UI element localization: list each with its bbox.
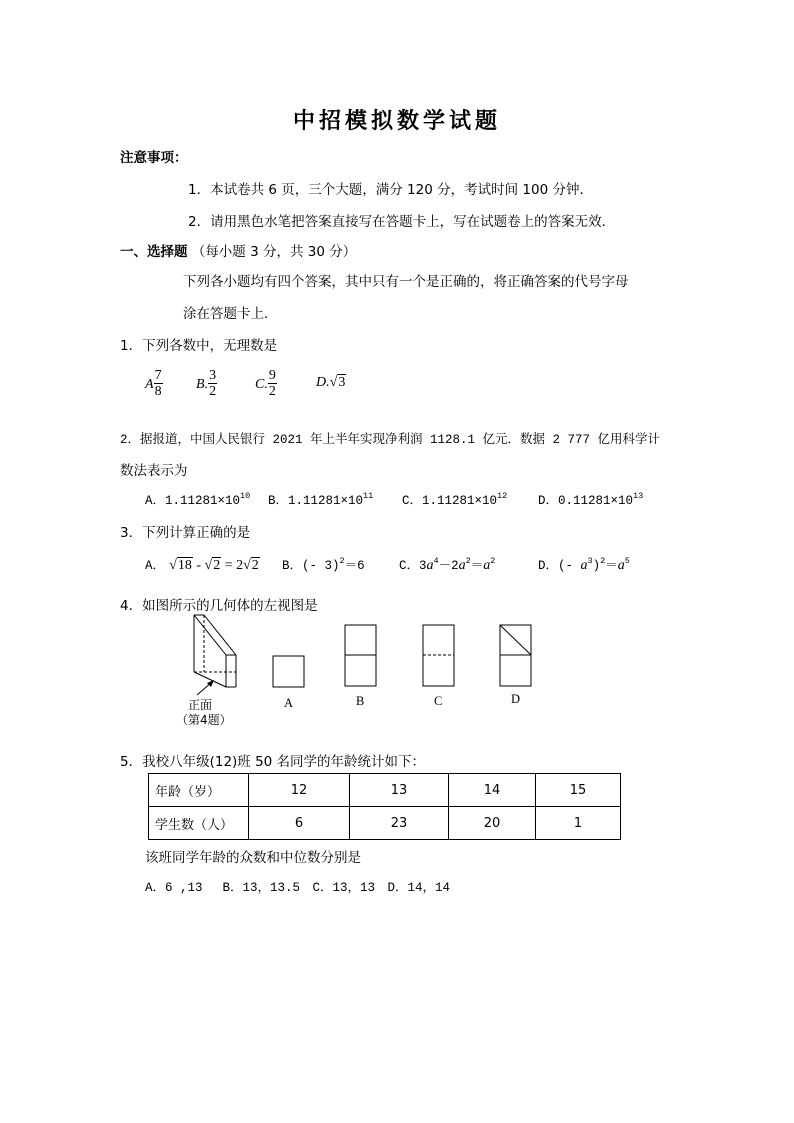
q3-option-b: [282, 555, 365, 573]
q5-age-table: [148, 773, 621, 840]
table-row: [149, 774, 621, 807]
table-row: [149, 807, 621, 840]
q3-stem: 3．下列计算正确的是: [120, 525, 251, 541]
q2-option-d: [538, 490, 643, 508]
table-cell: 20: [449, 807, 536, 840]
q3-option-c-var-2: a: [458, 558, 466, 573]
q3-option-b-base: B．(- 3): [282, 559, 340, 573]
q1-option-d: D.√3: [316, 375, 346, 390]
q3-option-c: [399, 555, 495, 574]
q3-option-c-coef-2: －2: [438, 559, 459, 573]
q4-choice-d-label: D: [511, 692, 521, 706]
q3-option-d: [538, 555, 630, 574]
q3-option-a-radicand-2: 2: [213, 558, 221, 573]
q3-option-c-equals: ＝: [470, 559, 484, 573]
q2-stem-line-1: 2．据报道，中国人民银行 2021 年上半年实现净利润 1128.1 亿元．数据 2 777 亿用科学计: [120, 433, 661, 447]
notice-heading: 注意事项：: [120, 150, 188, 166]
q2-option-c-exponent: 12: [497, 491, 508, 501]
q3-option-c-exp-2: 2: [465, 556, 471, 566]
q2-option-c-text: C．1.11281×10: [402, 494, 498, 508]
page-title: 中招模拟数学试题: [292, 108, 501, 134]
q3-option-d-close: ): [592, 559, 601, 573]
q4-choice-d-figure: [499, 624, 533, 688]
q4-choice-b-figure: [344, 624, 378, 688]
q1-option-c-denominator: 2: [268, 384, 276, 399]
q2-option-c: [402, 490, 507, 508]
q3-option-d-var-1: a: [580, 558, 588, 573]
q3-option-d-exp-3: 5: [624, 556, 630, 566]
q3-option-c-coef-1: C．3: [399, 559, 427, 573]
q1-option-c-fraction: [268, 368, 277, 399]
table-cell: 12: [249, 774, 350, 807]
q1-option-c-numerator: 9: [268, 368, 276, 383]
q4-choice-c-figure: [422, 624, 456, 688]
section-1-note: （每小题 3 分，共 30 分）: [191, 244, 357, 260]
notice-item-1: 1．本试卷共 6 页，三个大题，满分 120 分，考试时间 100 分钟．: [188, 182, 593, 198]
q1-option-a-denominator: 8: [154, 384, 162, 399]
q1-option-c-letter: C: [255, 377, 265, 392]
q3-option-d-exp-2: 2: [600, 556, 606, 566]
q1-option-a: [145, 368, 163, 399]
q3-option-a-label: A．: [145, 559, 166, 573]
q3-option-a-equals: = 2: [221, 558, 244, 573]
table-cell: 23: [350, 807, 449, 840]
q4-choice-c-label: C: [434, 694, 443, 708]
section-1-instruction-line-2: 涂在答题卡上．: [183, 306, 278, 322]
q3-option-d-open: D．(-: [538, 559, 581, 573]
q4-figure-caption: （第4题）: [176, 713, 232, 727]
q4-choice-a-label: A: [284, 696, 294, 710]
q4-stem: 4．如图所示的几何体的左视图是: [120, 598, 318, 614]
q1-option-b-denominator: 2: [209, 384, 217, 399]
q2-option-d-text: D．0.11281×10: [538, 494, 634, 508]
q3-option-c-var-3: a: [483, 558, 491, 573]
q2-option-a: [145, 490, 250, 508]
q2-option-b: [268, 490, 373, 508]
q3-option-c-exp-3: 2: [490, 556, 496, 566]
q2-option-a-text: A．1.11281×10: [145, 494, 241, 508]
q2-stem-line-2: 数法表示为: [120, 463, 188, 479]
q1-option-c: C. $\frac{9}{2}$: [255, 368, 276, 399]
q3-option-d-exp-1: 3: [587, 556, 593, 566]
q4-front-arrow-icon: [194, 678, 218, 698]
q1-option-a-fraction: [154, 368, 163, 399]
q3-option-b-exponent: 2: [339, 556, 345, 566]
table-cell: 1: [536, 807, 621, 840]
q3-option-a: A． √18 - √2 = 2√2: [145, 558, 259, 573]
q1-option-a-letter: A: [145, 377, 154, 392]
section-1-instruction-line-1: 下列各小题均有四个答案，其中只有一个是正确的，将正确答案的代号字母: [183, 274, 629, 290]
q3-option-c-exp-1: 4: [433, 556, 439, 566]
q2-option-a-exponent: 10: [240, 491, 251, 501]
q1-option-d-radicand: 3: [338, 375, 346, 390]
table-cell: 13: [350, 774, 449, 807]
q1-option-d-letter: D: [316, 375, 327, 390]
q2-option-b-text: B．1.11281×10: [268, 494, 364, 508]
table-cell: 14: [449, 774, 536, 807]
q4-choice-a-figure: [272, 655, 306, 689]
q1-option-a-numerator: 7: [154, 368, 162, 383]
q2-option-d-exponent: 13: [633, 491, 644, 501]
section-1-heading: 一、选择题: [120, 244, 188, 260]
q5-options: A．6 ,13 B．13，13.5 C．13，13 D．14，14: [145, 881, 451, 895]
q4-choice-b-label: B: [356, 694, 365, 708]
notice-item-2: 2．请用黑色水笔把答案直接写在答题卡上，写在试题卷上的答案无效．: [188, 214, 616, 230]
table-cell: 15: [536, 774, 621, 807]
q3-option-b-result: ＝6: [344, 559, 365, 573]
table-cell: 年龄（岁）: [149, 774, 249, 807]
q4-solid-figure: [180, 612, 260, 692]
q1-option-b-numerator: 3: [209, 368, 217, 383]
q1-stem: 1．下列各数中，无理数是: [120, 338, 278, 354]
q3-option-c-var-1: a: [426, 558, 434, 573]
q3-option-d-equals: ＝: [605, 559, 618, 573]
q5-question: 该班同学年龄的众数和中位数分别是: [145, 850, 361, 866]
q1-option-b: B. $\frac{3}{2}$: [196, 368, 217, 399]
q1-option-b-letter: B: [196, 377, 205, 392]
q3-option-d-var-2: a: [617, 558, 625, 573]
table-cell: 学生数（人）: [149, 807, 249, 840]
q4-front-label: 正面: [188, 698, 213, 712]
q3-option-a-radicand-1: 18: [177, 558, 192, 573]
q5-stem: 5．我校八年级(12)班 50 名同学的年龄统计如下：: [120, 754, 426, 770]
q3-option-a-radicand-3: 2: [251, 558, 259, 573]
q1-option-b-fraction: [208, 368, 217, 399]
q3-option-a-minus: -: [192, 558, 205, 573]
q2-option-b-exponent: 11: [363, 491, 374, 501]
table-cell: 6: [249, 807, 350, 840]
section-1-header: [120, 240, 356, 260]
